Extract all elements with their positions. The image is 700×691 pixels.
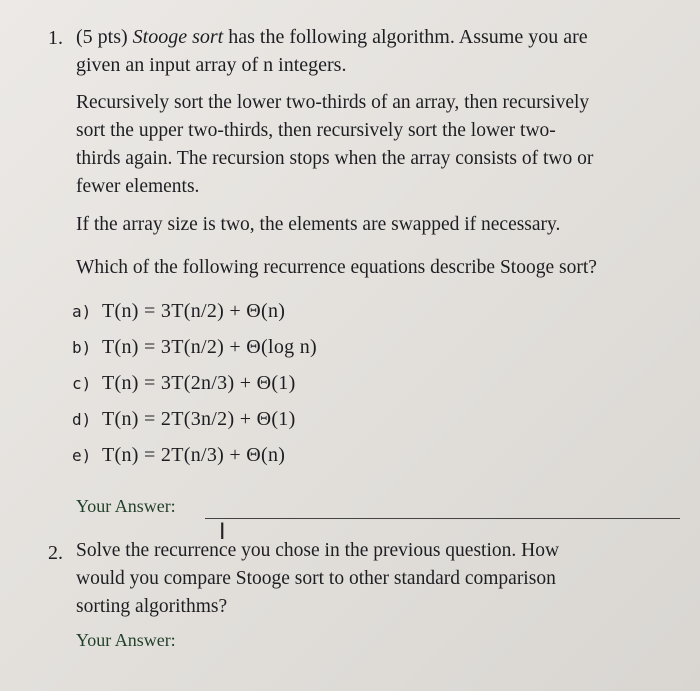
algorithm-description [76,89,676,201]
option-d[interactable] [72,408,317,444]
answer-1-label: Your Answer: [76,496,176,516]
option-equation: T(n) = 2T(n/3) + Θ(n) [102,444,286,466]
question-1-intro-line2: given an input array of n integers. [76,54,347,76]
description-line: thirds again. The recursion stops when the array consists of two or [76,148,594,169]
option-equation: T(n) = 3T(2n/3) + Θ(1) [102,372,296,394]
intro-text: has the following algorithm. Assume you are [228,26,588,48]
answer-2-label: Your Answer: [76,630,176,650]
option-equation: T(n) = 2T(3n/2) + Θ(1) [102,408,296,430]
text-cursor-icon: I [219,520,226,545]
question-2-number: 2. [48,542,63,564]
question-2-line: Solve the recurrence you chose in the previous question. How [76,540,560,561]
option-label: c) [72,374,92,393]
option-label: e) [72,446,92,465]
option-label: d) [72,410,92,429]
option-b[interactable] [72,336,317,372]
option-e[interactable] [72,444,317,480]
algorithm-name: Stooge sort [132,26,224,48]
option-label: b) [72,338,92,357]
option-label: a) [72,302,92,321]
description-line: Recursively sort the lower two-thirds of an array, then recursively [76,92,590,113]
question-2-text [76,537,676,621]
question-1-number: 1. [48,27,63,49]
question-1-intro [76,23,588,51]
option-equation: T(n) = 3T(n/2) + Θ(log n) [102,336,318,358]
option-a[interactable] [72,300,317,336]
question-2-line: would you compare Stooge sort to other standard comparison [76,568,556,589]
points: (5 pts) [76,26,128,48]
swap-rule: If the array size is two, the elements are swapped if necessary. [76,214,561,235]
question-2-line: sorting algorithms? [76,596,228,617]
description-line: fewer elements. [76,176,200,197]
answer-1-input-line[interactable] [205,518,680,519]
answer-options [72,300,317,480]
description-line: sort the upper two-thirds, then recursively sort the lower two- [76,120,556,141]
option-equation: T(n) = 3T(n/2) + Θ(n) [102,300,286,322]
question-prompt: Which of the following recurrence equations describe Stooge sort? [76,257,597,278]
option-c[interactable] [72,372,317,408]
